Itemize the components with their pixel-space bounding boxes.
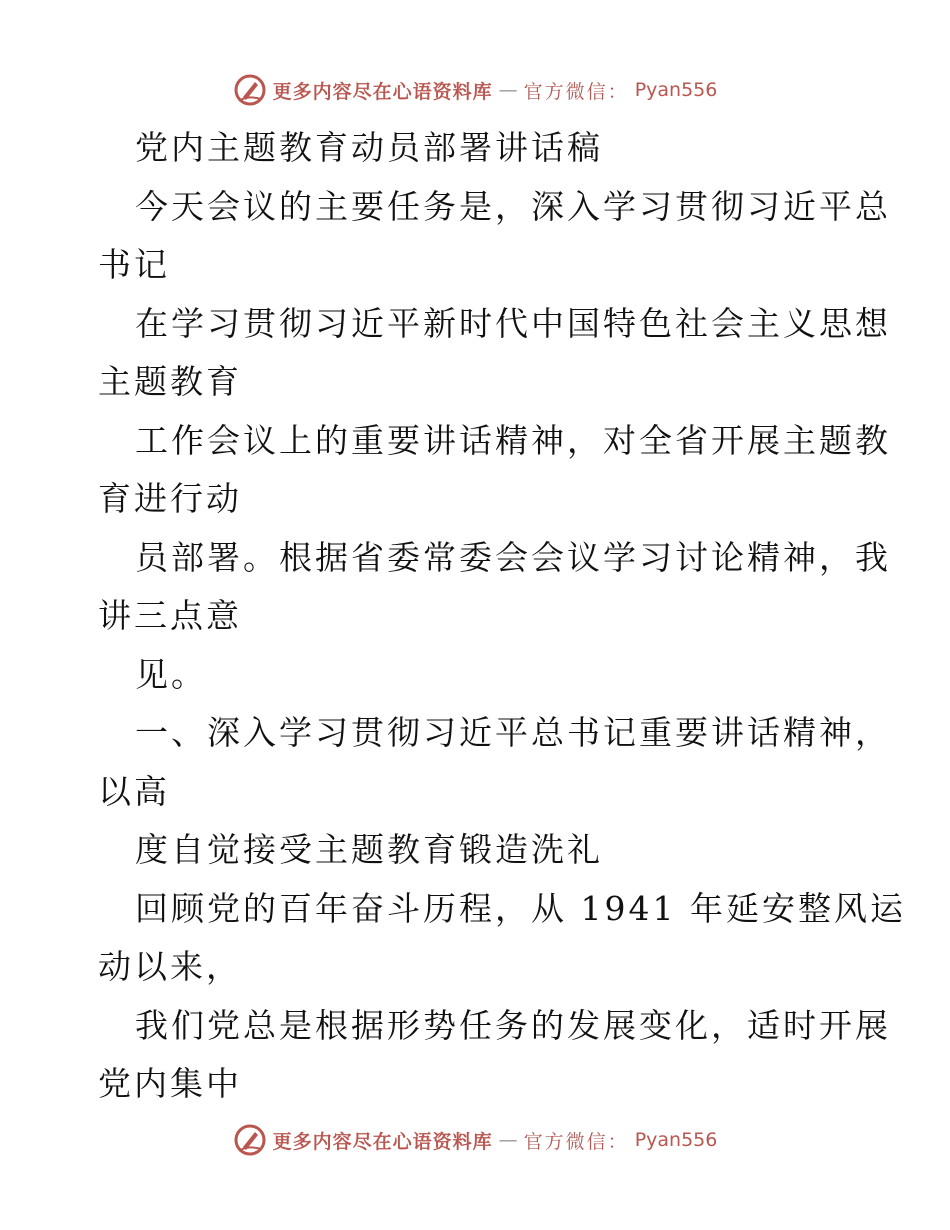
pen-seal-icon <box>233 73 267 107</box>
text-line: 育进行动 <box>98 479 242 518</box>
text-line: 今天会议的主要任务是，深入学习贯彻习近平总 <box>135 186 891 226</box>
text-line: 员部署。根据省委常委会会议学习讨论精神，我 <box>135 537 891 577</box>
watermark-id: Pyan556 <box>634 79 718 101</box>
document-body <box>98 119 906 1114</box>
text-line: 在学习贯彻习近平新时代中国特色社会主义思想 <box>135 303 891 343</box>
watermark-official: 官方微信： <box>523 80 629 103</box>
text-line: 党内主题教育动员部署讲话稿 <box>135 128 603 167</box>
text-line: 我们党总是根据形势任务的发展变化，适时开展 <box>135 1005 891 1045</box>
watermark-dash: — <box>498 79 518 101</box>
text-line: 工作会议上的重要讲话精神，对全省开展主题教 <box>135 420 891 460</box>
text-line: 度自觉接受主题教育锻造洗礼 <box>135 830 603 869</box>
text-line: 主题教育 <box>98 362 242 401</box>
watermark-brand: 更多内容尽在心语资料库 <box>272 1130 493 1153</box>
watermark-dash: — <box>498 1129 518 1151</box>
pen-seal-icon <box>233 1123 267 1157</box>
text-line: 回顾党的百年奋斗历程，从 1941 年延安整风运 <box>135 888 906 928</box>
text-line: 动以来， <box>98 947 242 986</box>
text-line: 党内集中 <box>98 1064 242 1103</box>
text-line: 讲三点意 <box>98 596 242 635</box>
watermark-id: Pyan556 <box>634 1129 718 1151</box>
text-line: 以高 <box>98 771 170 811</box>
text-line: 书记 <box>98 245 170 284</box>
text-line: 见。 <box>135 654 207 694</box>
watermark-brand: 更多内容尽在心语资料库 <box>272 80 493 103</box>
footer-watermark <box>0 1120 950 1160</box>
header-watermark <box>0 70 950 110</box>
text-line: 一、深入学习贯彻习近平总书记重要讲话精神， <box>135 713 891 752</box>
watermark-official: 官方微信： <box>523 1130 629 1153</box>
